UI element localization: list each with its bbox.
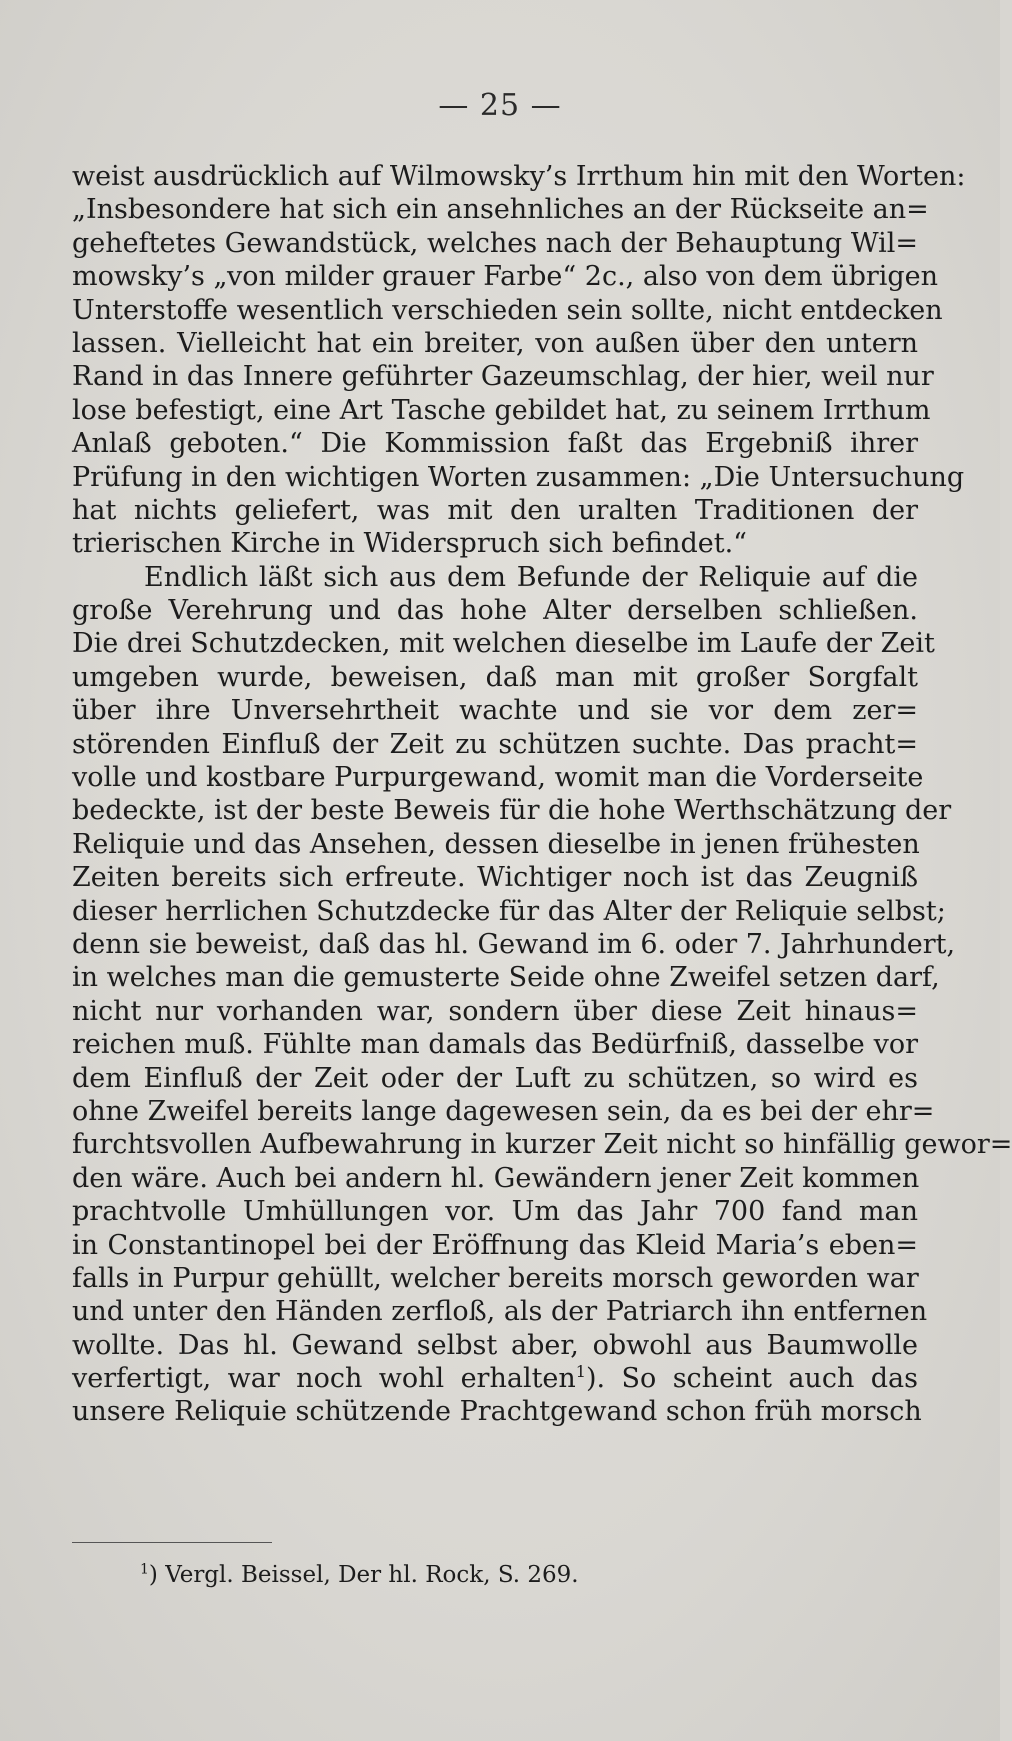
text-line-content: ). So scheint auch das — [585, 1363, 918, 1395]
text-line — [72, 1295, 928, 1328]
text-line-content: Die drei Schutzdecken, mit welchen dieselbe im Laufe der Zeit — [72, 628, 935, 660]
text-line — [72, 427, 918, 460]
text-line-content: Anlaß geboten.“ Die Kommission faßt das Ergebniß ihrer — [72, 428, 918, 460]
text-line-content: mowsky’s „von milder grauer Farbe“ 2c., also von dem übrigen — [72, 261, 939, 293]
text-line — [72, 1229, 918, 1262]
text-line — [72, 160, 966, 193]
text-line — [72, 1329, 918, 1362]
text-line-content: Zeiten bereits sich erfreute. Wichtiger noch ist das Zeugniß — [72, 862, 918, 894]
text-line — [72, 260, 939, 293]
text-line-content: und unter den Händen zerfloß, als der Patriarch ihn entfernen — [72, 1296, 928, 1328]
text-line — [72, 828, 918, 861]
text-line — [72, 1262, 918, 1295]
footnote-marker: 1 — [140, 1561, 149, 1578]
text-line — [72, 728, 918, 761]
text-line-content: unsere Reliquie schützende Prachtgewand schon früh morsch — [72, 1396, 922, 1428]
text-line — [72, 694, 918, 727]
text-line-content: denn sie beweist, daß das hl. Gewand im 6. oder 7. Jahrhundert, — [72, 928, 956, 960]
text-line-content: Rand in das Innere geführter Gazeumschlag, der hier, weil nur — [72, 361, 934, 393]
text-line — [72, 394, 931, 427]
text-line — [72, 327, 918, 360]
text-line — [72, 627, 935, 660]
text-line-content: volle und kostbare Purpurgewand, womit man die Vorderseite — [72, 762, 924, 794]
text-line — [72, 561, 918, 594]
text-line-content: über ihre Unversehrtheit wachte und sie vor dem zer= — [72, 695, 918, 727]
text-line-content: reichen muß. Fühlte man damals das Bedürfniß, dasselbe vor — [72, 1029, 918, 1061]
text-line-content: ohne Zweifel bereits lange dagewesen sein, da es bei der ehr= — [72, 1095, 935, 1127]
text-line-content: dieser herrlichen Schutzdecke für das Alter der Reliquie selbst; — [72, 895, 946, 927]
text-line — [72, 227, 918, 260]
footnote-divider — [72, 1542, 272, 1543]
text-line — [72, 594, 918, 627]
text-line — [72, 1195, 918, 1228]
text-line-content: Reliquie und das Ansehen, dessen dieselbe in jenen frühesten — [72, 828, 920, 860]
text-line-content: störenden Einfluß der Zeit zu schützen suchte. Das pracht= — [72, 728, 918, 760]
footnote — [140, 1558, 579, 1592]
text-line-content: lassen. Vielleicht hat ein breiter, von außen über den untern — [72, 327, 918, 359]
body-text — [72, 160, 1012, 1429]
text-line — [72, 1362, 918, 1395]
text-line — [72, 1395, 922, 1428]
text-line-content: umgeben wurde, beweisen, daß man mit großer Sorgfalt — [72, 661, 918, 693]
text-line-content: große Verehrung und das hohe Alter derselben schließen. — [72, 595, 918, 627]
text-line — [72, 661, 918, 694]
text-line — [72, 761, 924, 794]
footnote-reference: 1 — [575, 1362, 586, 1382]
text-line — [72, 861, 918, 894]
text-line-content: prachtvolle Umhüllungen vor. Um das Jahr 700 fand man — [72, 1196, 918, 1228]
text-line-content: weist ausdrücklich auf Wilmowsky’s Irrthum hin mit den Worten: — [72, 161, 966, 192]
text-line — [72, 193, 929, 226]
text-line — [72, 494, 918, 527]
text-line-content: wollte. Das hl. Gewand selbst aber, obwohl aus Baumwolle — [72, 1329, 918, 1361]
text-line — [72, 794, 952, 827]
text-line — [72, 527, 918, 560]
text-line-content: furchtsvollen Aufbewahrung in kurzer Zeit nicht so hinfällig gewor= — [72, 1129, 1012, 1161]
page-number: — 25 — — [438, 88, 562, 123]
text-line-content: geheftetes Gewandstück, welches nach der Behauptung Wil= — [72, 227, 918, 259]
text-line-content: lose befestigt, eine Art Tasche gebildet hat, zu seinem Irrthum — [72, 394, 931, 426]
text-line — [72, 995, 918, 1028]
text-line — [72, 294, 943, 327]
text-line-content: in welches man die gemusterte Seide ohne Zweifel setzen darf, — [72, 962, 940, 994]
text-line-content: „Insbesondere hat sich ein ansehnliches an der Rückseite an= — [72, 194, 929, 226]
text-line — [72, 1162, 918, 1195]
text-line — [72, 1062, 918, 1095]
text-line-content: Unterstoffe wesentlich verschieden sein sollte, nicht entdecken — [72, 294, 943, 326]
text-line — [72, 1028, 918, 1061]
text-line-content: falls in Purpur gehüllt, welcher bereits morsch geworden war — [72, 1262, 919, 1294]
text-line — [72, 961, 940, 994]
text-line — [72, 928, 956, 961]
text-line-content: hat nichts geliefert, was mit den uralten Traditionen der — [72, 494, 918, 526]
text-line-content: trierischen Kirche in Widerspruch sich befindet.“ — [72, 528, 747, 560]
text-line-content: verfertigt, war noch wohl erhalten — [72, 1363, 576, 1395]
text-line — [72, 1095, 935, 1128]
text-line-content: dem Einfluß der Zeit oder der Luft zu schützen, so wird es — [72, 1062, 918, 1094]
text-line-content: nicht nur vorhanden war, sondern über diese Zeit hinaus= — [72, 995, 918, 1027]
text-line-content: Endlich läßt sich aus dem Befunde der Reliquie auf die — [144, 561, 918, 593]
text-line-content: bedeckte, ist der beste Beweis für die hohe Werthschätzung der — [72, 795, 952, 827]
text-line-content: in Constantinopel bei der Eröffnung das Kleid Maria’s eben= — [72, 1229, 918, 1261]
text-line — [72, 1128, 1012, 1161]
footnote-text: ) Vergl. Beissel, Der hl. Rock, S. 269. — [148, 1562, 579, 1588]
text-line — [72, 895, 946, 928]
text-line-content: Prüfung in den wichtigen Worten zusammen: „Die Untersuchung — [72, 461, 965, 493]
text-line — [72, 360, 934, 393]
text-line-content: den wäre. Auch bei andern hl. Gewändern jener Zeit kommen — [72, 1162, 920, 1194]
text-line — [72, 461, 965, 494]
